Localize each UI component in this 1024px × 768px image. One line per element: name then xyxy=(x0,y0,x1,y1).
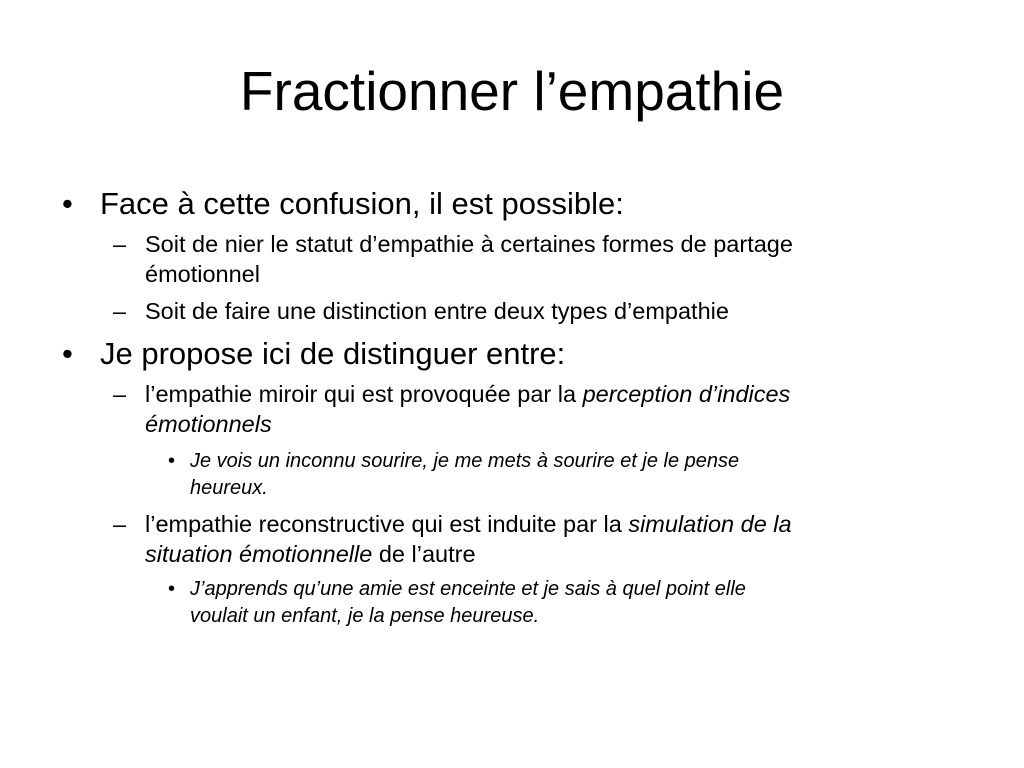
bullet-2-text: Je propose ici de distinguer entre: xyxy=(100,336,566,371)
example-1-text-2: heureux. xyxy=(190,477,268,499)
example-1-line-2 xyxy=(190,475,268,502)
bullet-2-sub-2-line-1 xyxy=(145,509,792,539)
example-1-text-1: Je vois un inconnu sourire, je me mets à sourire et je le pense xyxy=(190,450,740,472)
example-1-line-1 xyxy=(190,448,739,475)
bullet-1-sub-2-text: Soit de faire une distinction entre deux types d’empathie xyxy=(145,298,729,324)
bullet-2-sub-2-plain: l’empathie reconstructive qui est induite par la xyxy=(145,511,629,537)
bullet-2-sub-2-plain-2: de l’autre xyxy=(372,541,476,567)
bullet-2-sub-1-italic: perception d’indices xyxy=(582,381,791,407)
example-2-line-2 xyxy=(190,603,539,630)
dash-marker: – xyxy=(113,298,127,324)
bullet-2-sub-1-italic-2: émotionnels xyxy=(145,411,272,437)
bullet-1-text: Face à cette confusion, il est possible: xyxy=(100,186,624,221)
example-2-line-1 xyxy=(190,576,746,603)
small-bullet-marker: • xyxy=(168,578,176,600)
example-2-text-1: J’apprends qu’une amie est enceinte et je sais à quel point elle xyxy=(190,578,746,600)
dash-marker: – xyxy=(113,511,127,537)
dash-marker: – xyxy=(113,231,127,257)
bullet-2-sub-1-line-2 xyxy=(145,409,272,439)
bullet-1-sub-1-line-2: émotionnel xyxy=(145,261,260,287)
bullet-marker: • xyxy=(62,336,73,371)
bullet-2-sub-2-line-2 xyxy=(145,539,476,569)
bullet-2-sub-2-italic: simulation de la xyxy=(628,511,792,537)
dash-marker: – xyxy=(113,381,127,407)
bullet-2-sub-1-line-1 xyxy=(145,379,790,409)
bullet-marker: • xyxy=(62,186,73,221)
bullet-2-sub-2-italic-2: situation émotionnelle xyxy=(145,541,373,567)
slide-title: Fractionner l’empathie xyxy=(239,60,785,122)
bullet-2-sub-1-plain: l’empathie miroir qui est provoquée par la xyxy=(145,381,583,407)
example-2-text-2: voulait un enfant, je la pense heureuse. xyxy=(190,605,540,627)
small-bullet-marker: • xyxy=(168,450,176,472)
bullet-1-sub-1-line-1: Soit de nier le statut d’empathie à certaines formes de partage xyxy=(145,231,793,257)
